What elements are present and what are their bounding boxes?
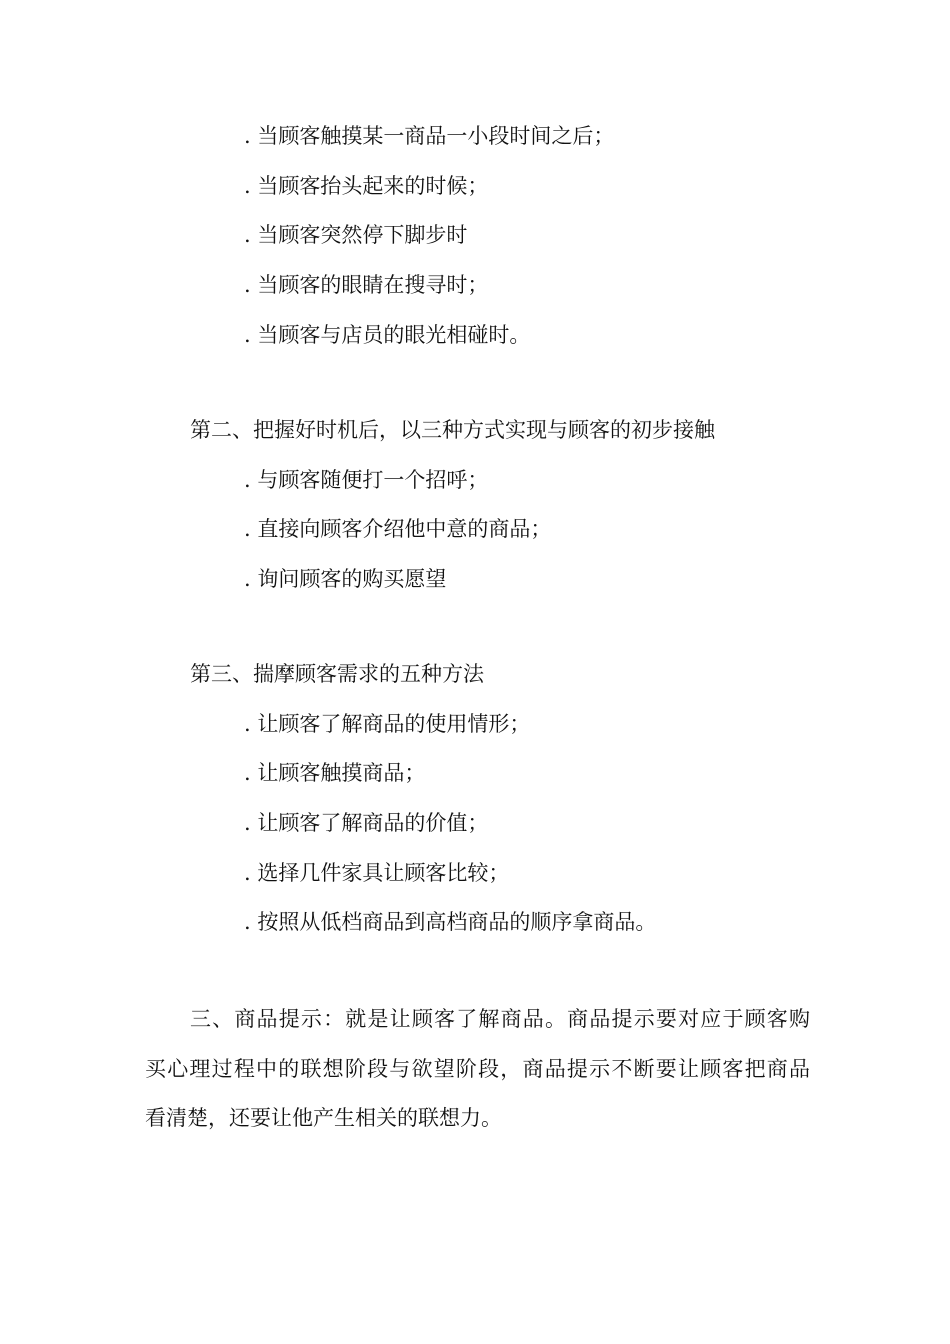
list-item: . 当顾客触摸某一商品一小段时间之后； <box>244 124 615 148</box>
paragraph-line: 看清楚，还要让他产生相关的联想力。 <box>145 1106 502 1130</box>
paragraph-line: 买心理过程中的联想阶段与欲望阶段，商品提示不断要让顾客把商品 <box>145 1057 810 1081</box>
list-item: . 按照从低档商品到高档商品的顺序拿商品。 <box>244 910 657 934</box>
list-item: . 询问顾客的购买愿望 <box>244 567 447 591</box>
list-item: . 让顾客了解商品的使用情形； <box>244 712 531 736</box>
list-item: . 当顾客与店员的眼光相碰时。 <box>244 323 531 347</box>
list-item: . 选择几件家具让顾客比较； <box>244 861 510 885</box>
list-item: . 与顾客随便打一个招呼； <box>244 468 489 492</box>
paragraph-line: 三、商品提示：就是让顾客了解商品。商品提示要对应于顾客购 <box>190 1007 810 1031</box>
list-item: . 当顾客的眼睛在搜寻时； <box>244 273 489 297</box>
list-item: . 让顾客触摸商品； <box>244 761 426 785</box>
section-heading-third: 第三、揣摩顾客需求的五种方法 <box>190 662 484 686</box>
list-item: . 当顾客抬头起来的时候； <box>244 174 489 198</box>
list-item: . 当顾客突然停下脚步时 <box>244 223 468 247</box>
list-item: . 直接向顾客介绍他中意的商品； <box>244 517 552 541</box>
section-heading-second: 第二、把握好时机后，以三种方式实现与顾客的初步接触 <box>190 418 715 442</box>
list-item: . 让顾客了解商品的价值； <box>244 811 489 835</box>
